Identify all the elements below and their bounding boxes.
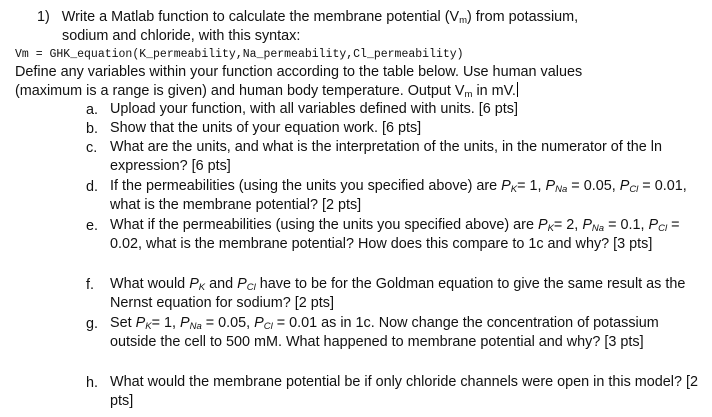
item-b-text: Show that the units of your equation work. [6 pts] — [110, 120, 422, 136]
question-line-2: sodium and chloride, with this syntax: — [62, 28, 301, 44]
item-letter-g: g. — [86, 316, 99, 332]
function-syntax-code: Vm = GHK_equation(K_permeability,Na_permeability,Cl_permeability) — [15, 48, 464, 61]
item-g-text: Set $P_K= 1$, $P_{Na} = 0.05$, $P_{Cl} = 0.01$ as in 1c. Now change the concentration of potassium outside the cell to 500 mM. What happened to membrane potential and why? [3 pts] — [110, 315, 659, 351]
item-a-text: Upload your function, with all variables defined with units. [6 pts] — [110, 101, 518, 117]
item-h-text: What would the membrane potential be if only chloride channels were open in this model? [2 pts] — [110, 374, 698, 410]
item-letter-c: c. — [86, 140, 98, 156]
item-letter-h: h. — [86, 375, 99, 391]
item-f-text: What would $P_K$ and $P_{Cl}$ have to be for the Goldman equation to give the same result as the Nernst equation for sodium? [2 pts] — [110, 276, 686, 312]
item-c-text: What are the units, and what is the interpretation of the units, in the numerator of the ln expression? [6 pts] — [110, 139, 662, 175]
item-letter-a: a. — [86, 102, 99, 118]
text-cursor — [517, 82, 518, 97]
item-letter-b: b. — [86, 121, 99, 137]
item-letter-e: e. — [86, 218, 99, 234]
item-d-text: If the permeabilities (using the units you specified above) are $P_K= 1$, $P_{Na} = 0.05$, $P_{Cl} = 0.01$, what is the membrane potential? [2 pts] — [110, 178, 687, 214]
question-line-1: 1) Write a Matlab function to calculate the membrane potential $(V_m)$ from potassium, — [37, 9, 579, 26]
item-e-text: What if the permeabilities (using the units you specified above) are $P_K= 2$, $P_{Na} = 0.1$, $P_{Cl} = 0.02$, what is the membrane potential? How does this compare to 1c and why? [3 pts] — [110, 217, 680, 253]
define-line-1: Define any variables within your function according to the table below. Use human values — [15, 64, 583, 80]
define-line-2: (maximum is a range is given) and human body temperature. Output $V_m$ in mV. — [15, 83, 516, 100]
item-letter-d: d. — [86, 179, 99, 195]
item-letter-f: f. — [86, 277, 94, 293]
question-number: 1) — [37, 9, 50, 25]
